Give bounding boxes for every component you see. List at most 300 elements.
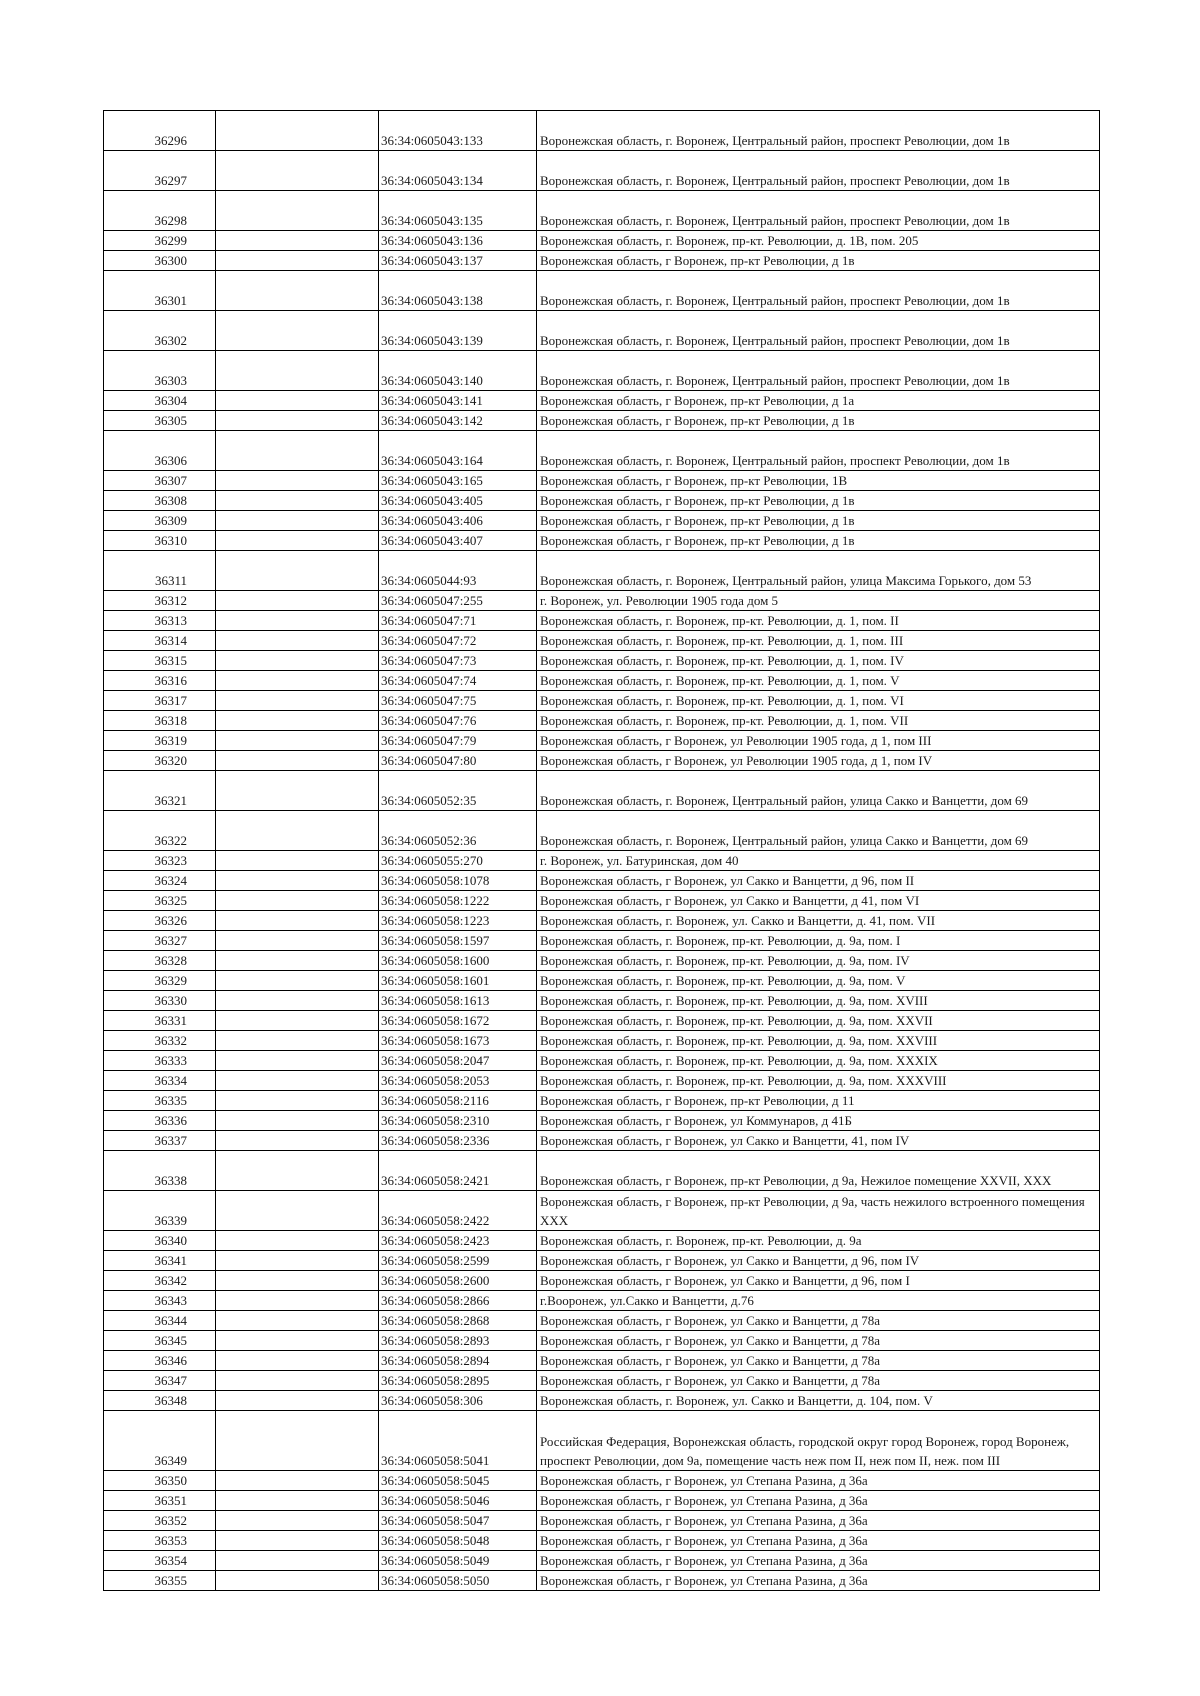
empty-cell: [216, 1551, 379, 1571]
address-cell: Воронежская область, г. Воронеж, Центральный район, проспект Революции, дом 1в: [537, 431, 1100, 471]
address-cell: Воронежская область, г Воронеж, пр-кт Революции, д 1в: [537, 251, 1100, 271]
table-row: [104, 1191, 1100, 1231]
address-cell: Воронежская область, г. Воронеж, Центральный район, проспект Революции, дом 1в: [537, 151, 1100, 191]
address-cell: Воронежская область, г. Воронеж, пр-кт. Революции, д. 9а, пом. IV: [537, 951, 1100, 971]
address-cell: Воронежская область, г Воронеж, пр-кт Революции, д 1в: [537, 531, 1100, 551]
table-row: [104, 271, 1100, 311]
row-number-cell: 36317: [104, 691, 216, 711]
address-cell: Воронежская область, г Воронеж, ул Степана Разина, д 36а: [537, 1531, 1100, 1551]
table-row: [104, 1411, 1100, 1471]
table-row: [104, 1471, 1100, 1491]
empty-cell: [216, 1151, 379, 1191]
table-row: [104, 1531, 1100, 1551]
empty-cell: [216, 1131, 379, 1151]
table-row: [104, 491, 1100, 511]
table-row: [104, 891, 1100, 911]
row-number-cell: 36324: [104, 871, 216, 891]
cadastral-number-cell: 36:34:0605047:76: [379, 711, 537, 731]
empty-cell: [216, 551, 379, 591]
row-number-cell: 36296: [104, 111, 216, 151]
empty-cell: [216, 691, 379, 711]
empty-cell: [216, 1051, 379, 1071]
table-row: [104, 251, 1100, 271]
address-cell: Воронежская область, г. Воронеж, Центральный район, проспект Революции, дом 1в: [537, 271, 1100, 311]
table-row: [104, 1071, 1100, 1091]
address-cell: Воронежская область, г Воронеж, пр-кт Революции, д 11: [537, 1091, 1100, 1111]
cadastral-number-cell: 36:34:0605043:140: [379, 351, 537, 391]
empty-cell: [216, 871, 379, 891]
address-cell: Воронежская область, г Воронеж, ул Коммунаров, д 41Б: [537, 1111, 1100, 1131]
property-register-table: [103, 110, 1100, 1591]
address-cell: Воронежская область, г. Воронеж, пр-кт. Революции, д. 1, пом. VII: [537, 711, 1100, 731]
row-number-cell: 36305: [104, 411, 216, 431]
row-number-cell: 36308: [104, 491, 216, 511]
address-cell: Воронежская область, г. Воронеж, ул. Сакко и Ванцетти, д. 41, пом. VII: [537, 911, 1100, 931]
empty-cell: [216, 671, 379, 691]
row-number-cell: 36312: [104, 591, 216, 611]
empty-cell: [216, 771, 379, 811]
table-row: [104, 191, 1100, 231]
empty-cell: [216, 1491, 379, 1511]
row-number-cell: 36332: [104, 1031, 216, 1051]
row-number-cell: 36350: [104, 1471, 216, 1491]
empty-cell: [216, 731, 379, 751]
address-cell: Воронежская область, г Воронеж, пр-кт Революции, д 1в: [537, 411, 1100, 431]
row-number-cell: 36319: [104, 731, 216, 751]
address-cell: Воронежская область, г. Воронеж, Центральный район, проспект Революции, дом 1в: [537, 351, 1100, 391]
empty-cell: [216, 1391, 379, 1411]
table-row: [104, 951, 1100, 971]
row-number-cell: 36330: [104, 991, 216, 1011]
address-cell: Воронежская область, г Воронеж, пр-кт Революции, д 1в: [537, 491, 1100, 511]
cadastral-number-cell: 36:34:0605058:1673: [379, 1031, 537, 1051]
cadastral-number-cell: 36:34:0605044:93: [379, 551, 537, 591]
cadastral-number-cell: 36:34:0605058:2868: [379, 1311, 537, 1331]
row-number-cell: 36297: [104, 151, 216, 191]
cadastral-number-cell: 36:34:0605058:1222: [379, 891, 537, 911]
row-number-cell: 36349: [104, 1411, 216, 1471]
empty-cell: [216, 531, 379, 551]
address-cell: Воронежская область, г. Воронеж, пр-кт. Революции, д. 1, пом. V: [537, 671, 1100, 691]
cadastral-number-cell: 36:34:0605047:72: [379, 631, 537, 651]
row-number-cell: 36340: [104, 1231, 216, 1251]
cadastral-number-cell: 36:34:0605058:5048: [379, 1531, 537, 1551]
cadastral-number-cell: 36:34:0605043:136: [379, 231, 537, 251]
row-number-cell: 36353: [104, 1531, 216, 1551]
address-cell: Воронежская область, г Воронеж, ул Сакко и Ванцетти, д 78а: [537, 1371, 1100, 1391]
cadastral-number-cell: 36:34:0605058:2422: [379, 1191, 537, 1231]
row-number-cell: 36335: [104, 1091, 216, 1111]
cadastral-number-cell: 36:34:0605058:1613: [379, 991, 537, 1011]
empty-cell: [216, 1031, 379, 1051]
cadastral-number-cell: 36:34:0605058:2336: [379, 1131, 537, 1151]
table-body: [104, 111, 1100, 1591]
table-row: [104, 311, 1100, 351]
cadastral-number-cell: 36:34:0605043:405: [379, 491, 537, 511]
cadastral-number-cell: 36:34:0605047:255: [379, 591, 537, 611]
empty-cell: [216, 151, 379, 191]
cadastral-number-cell: 36:34:0605043:407: [379, 531, 537, 551]
cadastral-number-cell: 36:34:0605058:1600: [379, 951, 537, 971]
address-cell: Воронежская область, г Воронеж, ул Сакко и Ванцетти, д 78а: [537, 1351, 1100, 1371]
empty-cell: [216, 751, 379, 771]
table-row: [104, 1151, 1100, 1191]
row-number-cell: 36310: [104, 531, 216, 551]
table-row: [104, 771, 1100, 811]
empty-cell: [216, 1191, 379, 1231]
row-number-cell: 36318: [104, 711, 216, 731]
row-number-cell: 36321: [104, 771, 216, 811]
table-row: [104, 1091, 1100, 1111]
empty-cell: [216, 511, 379, 531]
row-number-cell: 36334: [104, 1071, 216, 1091]
table-row: [104, 1111, 1100, 1131]
empty-cell: [216, 1091, 379, 1111]
cadastral-number-cell: 36:34:0605058:1223: [379, 911, 537, 931]
row-number-cell: 36309: [104, 511, 216, 531]
address-cell: Воронежская область, г. Воронеж, пр-кт. Революции, д. 1, пом. IV: [537, 651, 1100, 671]
table-row: [104, 111, 1100, 151]
cadastral-number-cell: 36:34:0605058:1601: [379, 971, 537, 991]
row-number-cell: 36322: [104, 811, 216, 851]
row-number-cell: 36342: [104, 1271, 216, 1291]
row-number-cell: 36341: [104, 1251, 216, 1271]
empty-cell: [216, 1471, 379, 1491]
table-row: [104, 691, 1100, 711]
address-cell: Воронежская область, г Воронеж, пр-кт Революции, д 1а: [537, 391, 1100, 411]
empty-cell: [216, 1371, 379, 1391]
cadastral-number-cell: 36:34:0605043:164: [379, 431, 537, 471]
empty-cell: [216, 431, 379, 471]
row-number-cell: 36315: [104, 651, 216, 671]
row-number-cell: 36300: [104, 251, 216, 271]
cadastral-number-cell: 36:34:0605052:36: [379, 811, 537, 851]
address-cell: Воронежская область, г Воронеж, ул Степана Разина, д 36а: [537, 1511, 1100, 1531]
row-number-cell: 36325: [104, 891, 216, 911]
address-cell: Воронежская область, г. Воронеж, пр-кт. Революции, д. 9а, пом. XXXVIII: [537, 1071, 1100, 1091]
empty-cell: [216, 1291, 379, 1311]
table-row: [104, 231, 1100, 251]
address-cell: Воронежская область, г Воронеж, ул Степана Разина, д 36а: [537, 1571, 1100, 1591]
empty-cell: [216, 931, 379, 951]
empty-cell: [216, 711, 379, 731]
table-row: [104, 1291, 1100, 1311]
row-number-cell: 36352: [104, 1511, 216, 1531]
table-row: [104, 1391, 1100, 1411]
address-cell: Воронежская область, г. Воронеж, пр-кт. Революции, д. 9а, пом. V: [537, 971, 1100, 991]
table-row: [104, 931, 1100, 951]
address-cell: Воронежская область, г Воронеж, пр-кт Революции, 1В: [537, 471, 1100, 491]
cadastral-number-cell: 36:34:0605058:2600: [379, 1271, 537, 1291]
row-number-cell: 36339: [104, 1191, 216, 1231]
table-row: [104, 1551, 1100, 1571]
row-number-cell: 36336: [104, 1111, 216, 1131]
table-row: [104, 1051, 1100, 1071]
row-number-cell: 36355: [104, 1571, 216, 1591]
address-cell: Воронежская область, г. Воронеж, пр-кт. Революции, д. 1, пом. II: [537, 611, 1100, 631]
table-row: [104, 1031, 1100, 1051]
address-cell: Воронежская область, г Воронеж, ул Сакко и Ванцетти, д 78а: [537, 1331, 1100, 1351]
row-number-cell: 36354: [104, 1551, 216, 1571]
cadastral-number-cell: 36:34:0605052:35: [379, 771, 537, 811]
empty-cell: [216, 851, 379, 871]
table-row: [104, 1271, 1100, 1291]
empty-cell: [216, 971, 379, 991]
address-cell: Воронежская область, г. Воронеж, Центральный район, проспект Революции, дом 1в: [537, 191, 1100, 231]
row-number-cell: 36344: [104, 1311, 216, 1331]
table-row: [104, 1231, 1100, 1251]
empty-cell: [216, 811, 379, 851]
row-number-cell: 36343: [104, 1291, 216, 1311]
table-row: [104, 1571, 1100, 1591]
table-row: [104, 1371, 1100, 1391]
empty-cell: [216, 111, 379, 151]
empty-cell: [216, 471, 379, 491]
cadastral-number-cell: 36:34:0605058:2423: [379, 1231, 537, 1251]
row-number-cell: 36302: [104, 311, 216, 351]
cadastral-number-cell: 36:34:0605058:5045: [379, 1471, 537, 1491]
row-number-cell: 36323: [104, 851, 216, 871]
empty-cell: [216, 651, 379, 671]
cadastral-number-cell: 36:34:0605047:73: [379, 651, 537, 671]
address-cell: г. Воронеж, ул. Батуринская, дом 40: [537, 851, 1100, 871]
cadastral-number-cell: 36:34:0605047:80: [379, 751, 537, 771]
empty-cell: [216, 631, 379, 651]
empty-cell: [216, 951, 379, 971]
address-cell: Воронежская область, г. Воронеж, пр-кт. Революции, д. 9а, пом. I: [537, 931, 1100, 951]
empty-cell: [216, 231, 379, 251]
empty-cell: [216, 411, 379, 431]
row-number-cell: 36327: [104, 931, 216, 951]
row-number-cell: 36303: [104, 351, 216, 391]
cadastral-number-cell: 36:34:0605058:2895: [379, 1371, 537, 1391]
empty-cell: [216, 251, 379, 271]
address-cell: Воронежская область, г. Воронеж, пр-кт. Революции, д. 9а: [537, 1231, 1100, 1251]
table-row: [104, 1511, 1100, 1531]
table-row: [104, 551, 1100, 591]
table-row: [104, 1311, 1100, 1331]
empty-cell: [216, 1011, 379, 1031]
cadastral-number-cell: 36:34:0605058:1672: [379, 1011, 537, 1031]
cadastral-number-cell: 36:34:0605043:133: [379, 111, 537, 151]
address-cell: Воронежская область, г Воронеж, ул Сакко и Ванцетти, д 96, пом IV: [537, 1251, 1100, 1271]
table-row: [104, 471, 1100, 491]
table-row: [104, 631, 1100, 651]
table-row: [104, 391, 1100, 411]
cadastral-number-cell: 36:34:0605058:1597: [379, 931, 537, 951]
table-row: [104, 1351, 1100, 1371]
address-cell: Воронежская область, г. Воронеж, Центральный район, проспект Революции, дом 1в: [537, 311, 1100, 351]
address-cell: Воронежская область, г. Воронеж, Центральный район, улица Сакко и Ванцетти, дом 69: [537, 771, 1100, 811]
row-number-cell: 36298: [104, 191, 216, 231]
address-cell: Воронежская область, г. Воронеж, пр-кт. Революции, д. 1, пом. III: [537, 631, 1100, 651]
address-cell: Воронежская область, г. Воронеж, ул. Сакко и Ванцетти, д. 104, пом. V: [537, 1391, 1100, 1411]
cadastral-number-cell: 36:34:0605047:71: [379, 611, 537, 631]
row-number-cell: 36345: [104, 1331, 216, 1351]
address-cell: Воронежская область, г Воронеж, ул Степана Разина, д 36а: [537, 1491, 1100, 1511]
cadastral-number-cell: 36:34:0605043:165: [379, 471, 537, 491]
table-row: [104, 151, 1100, 191]
address-cell: Воронежская область, г. Воронеж, пр-кт. Революции, д. 1, пом. VI: [537, 691, 1100, 711]
address-cell: Воронежская область, г Воронеж, ул Степана Разина, д 36а: [537, 1471, 1100, 1491]
address-cell: Воронежская область, г. Воронеж, пр-кт. Революции, д. 9а, пом. XVIII: [537, 991, 1100, 1011]
row-number-cell: 36351: [104, 1491, 216, 1511]
row-number-cell: 36316: [104, 671, 216, 691]
table-row: [104, 651, 1100, 671]
empty-cell: [216, 311, 379, 351]
address-cell: Воронежская область, г Воронеж, ул Сакко и Ванцетти, д 96, пом II: [537, 871, 1100, 891]
row-number-cell: 36333: [104, 1051, 216, 1071]
cadastral-number-cell: 36:34:0605058:2421: [379, 1151, 537, 1191]
row-number-cell: 36311: [104, 551, 216, 591]
empty-cell: [216, 1351, 379, 1371]
table-row: [104, 1331, 1100, 1351]
table-row: [104, 411, 1100, 431]
cadastral-number-cell: 36:34:0605043:141: [379, 391, 537, 411]
empty-cell: [216, 1331, 379, 1351]
table-row: [104, 1251, 1100, 1271]
empty-cell: [216, 491, 379, 511]
cadastral-number-cell: 36:34:0605047:74: [379, 671, 537, 691]
address-cell: Воронежская область, г Воронеж, ул Сакко и Ванцетти, д 41, пом VI: [537, 891, 1100, 911]
empty-cell: [216, 1571, 379, 1591]
address-cell: Воронежская область, г Воронеж, ул Степана Разина, д 36а: [537, 1551, 1100, 1571]
cadastral-number-cell: 36:34:0605043:406: [379, 511, 537, 531]
row-number-cell: 36331: [104, 1011, 216, 1031]
table-row: [104, 971, 1100, 991]
address-cell: Воронежская область, г. Воронеж, Центральный район, проспект Революции, дом 1в: [537, 111, 1100, 151]
address-cell: Воронежская область, г. Воронеж, Центральный район, улица Максима Горького, дом 53: [537, 551, 1100, 591]
row-number-cell: 36346: [104, 1351, 216, 1371]
table-row: [104, 871, 1100, 891]
table-row: [104, 851, 1100, 871]
address-cell: Воронежская область, г. Воронеж, пр-кт. Революции, д. 9а, пом. XXXIX: [537, 1051, 1100, 1071]
row-number-cell: 36348: [104, 1391, 216, 1411]
empty-cell: [216, 191, 379, 231]
table-row: [104, 811, 1100, 851]
empty-cell: [216, 891, 379, 911]
table-row: [104, 531, 1100, 551]
row-number-cell: 36326: [104, 911, 216, 931]
address-cell: Воронежская область, г Воронеж, ул Революции 1905 года, д 1, пом IV: [537, 751, 1100, 771]
address-cell: г.Вооронеж, ул.Сакко и Ванцетти, д.76: [537, 1291, 1100, 1311]
cadastral-number-cell: 36:34:0605058:2599: [379, 1251, 537, 1271]
row-number-cell: 36328: [104, 951, 216, 971]
row-number-cell: 36320: [104, 751, 216, 771]
row-number-cell: 36306: [104, 431, 216, 471]
empty-cell: [216, 911, 379, 931]
cadastral-number-cell: 36:34:0605047:79: [379, 731, 537, 751]
empty-cell: [216, 1511, 379, 1531]
address-cell: Воронежская область, г Воронеж, ул Революции 1905 года, д 1, пом III: [537, 731, 1100, 751]
table-row: [104, 911, 1100, 931]
row-number-cell: 36304: [104, 391, 216, 411]
cadastral-number-cell: 36:34:0605058:2047: [379, 1051, 537, 1071]
cadastral-number-cell: 36:34:0605058:2053: [379, 1071, 537, 1091]
row-number-cell: 36347: [104, 1371, 216, 1391]
cadastral-number-cell: 36:34:0605043:137: [379, 251, 537, 271]
cadastral-number-cell: 36:34:0605058:5047: [379, 1511, 537, 1531]
cadastral-number-cell: 36:34:0605055:270: [379, 851, 537, 871]
row-number-cell: 36313: [104, 611, 216, 631]
cadastral-number-cell: 36:34:0605058:5041: [379, 1411, 537, 1471]
table-row: [104, 511, 1100, 531]
empty-cell: [216, 1251, 379, 1271]
table-row: [104, 1491, 1100, 1511]
cadastral-number-cell: 36:34:0605058:5050: [379, 1571, 537, 1591]
row-number-cell: 36338: [104, 1151, 216, 1191]
table-row: [104, 591, 1100, 611]
table-row: [104, 751, 1100, 771]
address-cell: Воронежская область, г Воронеж, ул Сакко и Ванцетти, д 96, пом I: [537, 1271, 1100, 1291]
cadastral-number-cell: 36:34:0605058:5049: [379, 1551, 537, 1571]
table-row: [104, 731, 1100, 751]
table-row: [104, 431, 1100, 471]
cadastral-number-cell: 36:34:0605058:306: [379, 1391, 537, 1411]
address-cell: Воронежская область, г Воронеж, ул Сакко и Ванцетти, 41, пом IV: [537, 1131, 1100, 1151]
row-number-cell: 36314: [104, 631, 216, 651]
address-cell: Российская Федерация, Воронежская область, городской округ город Воронеж, город Воронеж, проспект Революции, дом 9а, помещение часть неж пом II, неж пом II, неж. пом III: [537, 1411, 1100, 1471]
table-row: [104, 1131, 1100, 1151]
cadastral-number-cell: 36:34:0605058:2893: [379, 1331, 537, 1351]
table-row: [104, 351, 1100, 391]
cadastral-number-cell: 36:34:0605043:142: [379, 411, 537, 431]
row-number-cell: 36329: [104, 971, 216, 991]
cadastral-number-cell: 36:34:0605043:138: [379, 271, 537, 311]
cadastral-number-cell: 36:34:0605058:2310: [379, 1111, 537, 1131]
table-row: [104, 671, 1100, 691]
row-number-cell: 36301: [104, 271, 216, 311]
table-row: [104, 1011, 1100, 1031]
empty-cell: [216, 1111, 379, 1131]
cadastral-number-cell: 36:34:0605043:135: [379, 191, 537, 231]
empty-cell: [216, 391, 379, 411]
address-cell: Воронежская область, г. Воронеж, Центральный район, улица Сакко и Ванцетти, дом 69: [537, 811, 1100, 851]
row-number-cell: 36299: [104, 231, 216, 251]
address-cell: г. Воронеж, ул. Революции 1905 года дом 5: [537, 591, 1100, 611]
empty-cell: [216, 591, 379, 611]
cadastral-number-cell: 36:34:0605058:2866: [379, 1291, 537, 1311]
address-cell: Воронежская область, г. Воронеж, пр-кт. Революции, д. 9а, пом. XXVIII: [537, 1031, 1100, 1051]
table-row: [104, 611, 1100, 631]
empty-cell: [216, 1231, 379, 1251]
cadastral-number-cell: 36:34:0605058:2894: [379, 1351, 537, 1371]
cadastral-number-cell: 36:34:0605047:75: [379, 691, 537, 711]
cadastral-number-cell: 36:34:0605043:139: [379, 311, 537, 351]
empty-cell: [216, 1271, 379, 1291]
cadastral-number-cell: 36:34:0605043:134: [379, 151, 537, 191]
empty-cell: [216, 351, 379, 391]
cadastral-number-cell: 36:34:0605058:2116: [379, 1091, 537, 1111]
empty-cell: [216, 271, 379, 311]
address-cell: Воронежская область, г. Воронеж, пр-кт. Революции, д. 9а, пом. XXVII: [537, 1011, 1100, 1031]
address-cell: Воронежская область, г. Воронеж, пр-кт. Революции, д. 1В, пом. 205: [537, 231, 1100, 251]
empty-cell: [216, 611, 379, 631]
row-number-cell: 36307: [104, 471, 216, 491]
table-row: [104, 991, 1100, 1011]
empty-cell: [216, 1071, 379, 1091]
empty-cell: [216, 1411, 379, 1471]
empty-cell: [216, 1531, 379, 1551]
cadastral-number-cell: 36:34:0605058:1078: [379, 871, 537, 891]
address-cell: Воронежская область, г Воронеж, пр-кт Революции, д 1в: [537, 511, 1100, 531]
empty-cell: [216, 1311, 379, 1331]
table-row: [104, 711, 1100, 731]
row-number-cell: 36337: [104, 1131, 216, 1151]
address-cell: Воронежская область, г Воронеж, пр-кт Революции, д 9а, часть нежилого встроенного помещения XXX: [537, 1191, 1100, 1231]
address-cell: Воронежская область, г Воронеж, пр-кт Революции, д 9а, Нежилое помещение XXVII, XXX: [537, 1151, 1100, 1191]
cadastral-number-cell: 36:34:0605058:5046: [379, 1491, 537, 1511]
